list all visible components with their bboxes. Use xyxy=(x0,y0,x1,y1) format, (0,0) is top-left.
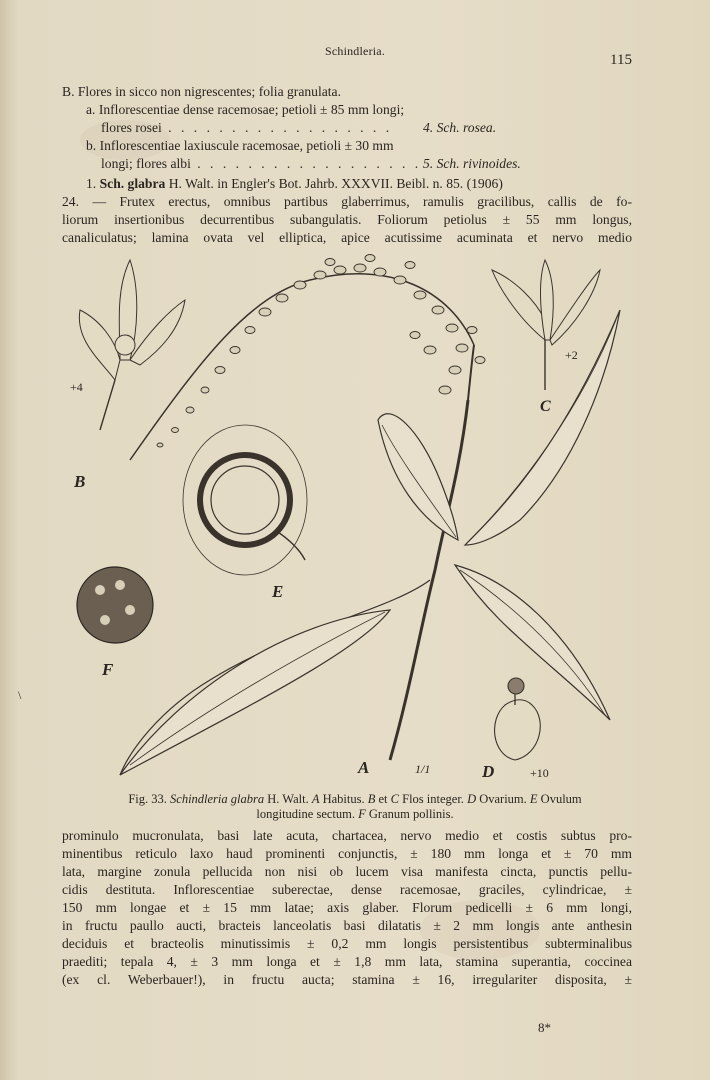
inflorescence-axis xyxy=(130,274,474,460)
body-line: deciduis et bracteolis minutissimis ± 0,2 mm longis persistentibus subterminalibus xyxy=(62,936,632,951)
caption-key-b: B xyxy=(367,792,376,806)
caption-key-e: E xyxy=(529,792,538,806)
pollen-grain-f xyxy=(77,567,153,643)
caption-species: Schindleria glabra xyxy=(170,792,265,806)
entry-line: 24. — Frutex erectus, omnibus partibus glaberrimus, ramulis gracilibus, callis de fo- xyxy=(62,194,632,209)
body-line: cidis destituta. Inflorescentiae suberectae, dense racemosae, graciles, cylindricae, ± xyxy=(62,882,632,897)
figure-scale-c: +2 xyxy=(565,348,578,362)
figure-scale-d: +10 xyxy=(530,766,549,780)
upper-stem xyxy=(468,345,474,400)
species-entry-heading xyxy=(86,176,632,192)
caption-author: H. Walt. xyxy=(267,792,309,806)
caption-text-d: Ovarium. xyxy=(479,792,527,806)
leaf-lower-left xyxy=(120,610,390,775)
caption-text-e: Ovulum xyxy=(540,792,582,806)
figure-label-f: F xyxy=(102,660,114,679)
body-line: minentibus reticulo laxo haud prominenti conjunctis, ± 180 mm longa et ± 70 mm xyxy=(62,846,632,861)
running-head: Schindleria. xyxy=(324,44,386,58)
signature-mark: 8* xyxy=(538,1020,551,1035)
caption-text-e-cont: longitudine sectum. xyxy=(256,807,355,821)
caption-conjunction: et xyxy=(378,792,388,806)
caption-key-a: A xyxy=(311,792,320,806)
caption-text-a: Habitus. xyxy=(322,792,365,806)
caption-key-c: C xyxy=(390,792,399,806)
leaf-middle-left xyxy=(378,414,458,540)
ovary-detail-d xyxy=(495,678,541,760)
key-line-b: B. Flores in sicco non nigrescentes; folia granulata. xyxy=(62,84,341,99)
figure-label-b: B xyxy=(74,472,86,491)
figure-scale-a: 1/1 xyxy=(415,762,431,776)
botanical-figure xyxy=(60,250,640,790)
entry-line: canaliculatus; lamina ovata vel elliptica, apice acutissime acuminata et nervo medio xyxy=(62,230,632,245)
caption-key-d: D xyxy=(467,792,477,806)
figure-label-d: D xyxy=(482,762,495,781)
margin-mark: \ xyxy=(18,688,22,702)
key-a2-text: flores rosei . . . . . . . . . . . . . . . . . . xyxy=(101,120,393,135)
page-number: 115 xyxy=(610,52,632,68)
leaf-lower-right xyxy=(455,565,610,720)
figure-label-a: A xyxy=(358,758,370,777)
key-b2-species: 5. Sch. rivinoides. xyxy=(423,156,521,171)
caption-key-f: F xyxy=(358,807,366,821)
leaf-upper-right xyxy=(465,310,620,545)
caption-text-bc: Flos integer. xyxy=(402,792,464,806)
body-line: (ex cl. Weberbauer!), in fructu aucta; stamina ± 16, irregulariter disposita, ± xyxy=(62,972,632,987)
body-line: 150 mm longae et ± 15 mm latae; axis glaber. Florum pedicelli ± 6 mm longi, xyxy=(62,900,632,915)
caption-prefix: Fig. 33. xyxy=(128,792,167,806)
figure-label-e: E xyxy=(272,582,284,601)
body-line: praediti; tepala 4, ± 3 mm longa et ± 1,8 mm lata, stamina superantia, coccinea xyxy=(62,954,632,969)
species-citation: H. Walt. in Engler's Bot. Jahrb. XXXVII. Beibl. n. 85. (1906) xyxy=(168,176,503,191)
figure-scale-b: +4 xyxy=(70,380,83,394)
entry-line: liorum insertionibus decurrentibus subangulatis. Foliorum petiolus ± 55 mm longus, xyxy=(62,212,632,227)
ovule-section-e xyxy=(183,425,307,575)
figure-label-c: C xyxy=(540,398,551,415)
key-line-a1: a. Inflorescentiae dense racemosae; petioli ± 85 mm longi; xyxy=(86,102,405,117)
figure-drawing xyxy=(60,250,640,790)
flower-cluster xyxy=(157,255,485,448)
key-b2-text: longi; flores albi . . . . . . . . . . . . . . . . . . xyxy=(101,156,422,171)
key-line-b1: b. Inflorescentiae laxiuscule racemosae, petioli ± 30 mm xyxy=(86,138,394,153)
key-a2-species: 4. Sch. rosea. xyxy=(423,120,497,135)
figure-caption xyxy=(62,792,648,822)
body-line: lata, margine zonula pellucida non nisi ob lucem visa manifesta cincta, punctis pellu- xyxy=(62,864,632,879)
body-line: prominulo mucronulata, basi late acuta, chartacea, nervo medio et costis subtus pro- xyxy=(62,828,632,843)
body-line: in fructu paullo aucti, bracteis lanceolatis basi dilatatis ± 2 mm longis ante anthesin xyxy=(62,918,632,933)
caption-text-f: Granum pollinis. xyxy=(368,807,454,821)
species-number: 1. xyxy=(86,176,97,191)
species-name: Sch. glabra xyxy=(99,176,166,191)
leaf-midrib xyxy=(468,320,616,542)
flower-detail-c xyxy=(492,260,600,390)
